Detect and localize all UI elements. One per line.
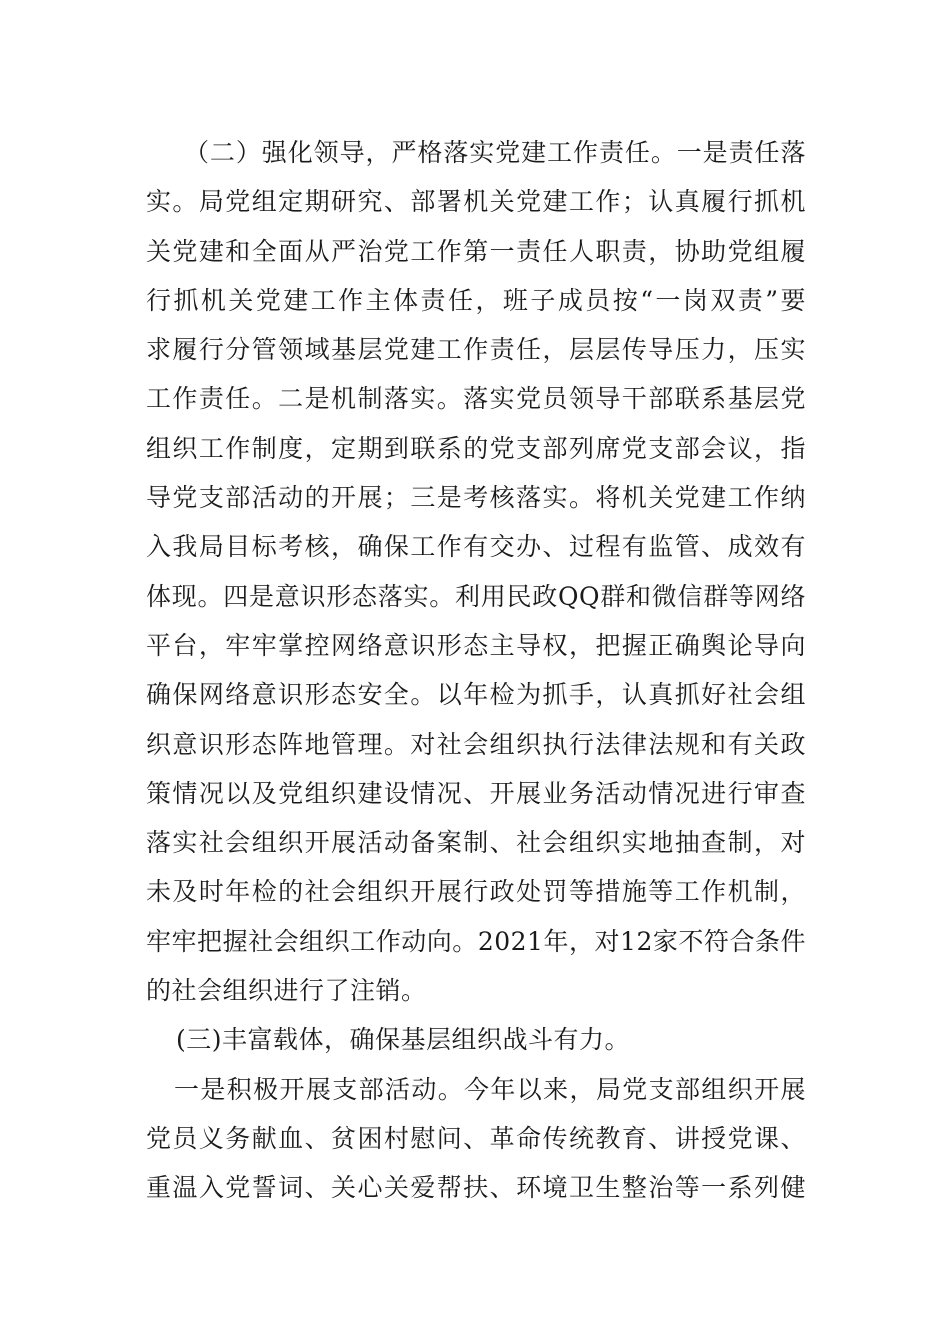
paragraph-line: 未及时年检的社会组织开展行政处罚等措施等工作机制，	[146, 877, 806, 907]
paragraph-line: 关党建和全面从严治党工作第一责任人职责，协助党组履	[146, 236, 806, 266]
paragraph-line: 织意识形态阵地管理。对社会组织执行法律法规和有关政	[146, 729, 806, 759]
paragraph-line: 组织工作制度，定期到联系的党支部列席党支部会议，指	[146, 433, 806, 463]
paragraph-line: 牢牢把握社会组织工作动向。2021年，对12家不符合条件	[146, 926, 806, 956]
paragraph-line: 求履行分管领域基层党建工作责任，层层传导压力，压实	[146, 335, 806, 365]
paragraph-line: 平台，牢牢掌控网络意识形态主导权，把握正确舆论导向	[146, 630, 806, 660]
paragraph-line: 党员义务献血、贫困村慰问、革命传统教育、讲授党课、	[146, 1123, 806, 1153]
paragraph-line: 行抓机关党建工作主体责任，班子成员按“一岗双责”要	[146, 285, 806, 315]
paragraph-line: 落实社会组织开展活动备案制、社会组织实地抽查制，对	[146, 828, 806, 858]
paragraph-line: 体现。四是意识形态落实。利用民政QQ群和微信群等网络	[146, 581, 806, 611]
paragraph-line: （二）强化领导，严格落实党建工作责任。一是责任落	[184, 138, 806, 167]
section-heading: (三)丰富载体，确保基层组织战斗有力。	[176, 1025, 631, 1055]
paragraph-line: 重温入党誓词、关心关爱帮扶、环境卫生整治等一系列健	[146, 1173, 806, 1203]
paragraph-line: 导党支部活动的开展；三是考核落实。将机关党建工作纳	[146, 483, 806, 513]
paragraph-line: 确保网络意识形态安全。以年检为抓手，认真抓好社会组	[146, 680, 806, 710]
paragraph-line: 实。局党组定期研究、部署机关党建工作；认真履行抓机	[146, 187, 806, 217]
document-body	[146, 128, 806, 1213]
paragraph-line: 策情况以及党组织建设情况、开展业务活动情况进行审查	[146, 778, 806, 808]
paragraph-line: 的社会组织进行了注销。	[146, 976, 427, 1006]
paragraph-line: 工作责任。二是机制落实。落实党员领导干部联系基层党	[146, 384, 806, 414]
paragraph-line: 入我局目标考核，确保工作有交办、过程有监管、成效有	[146, 532, 806, 562]
paragraph-line: 一是积极开展支部活动。今年以来，局党支部组织开展	[174, 1074, 806, 1104]
